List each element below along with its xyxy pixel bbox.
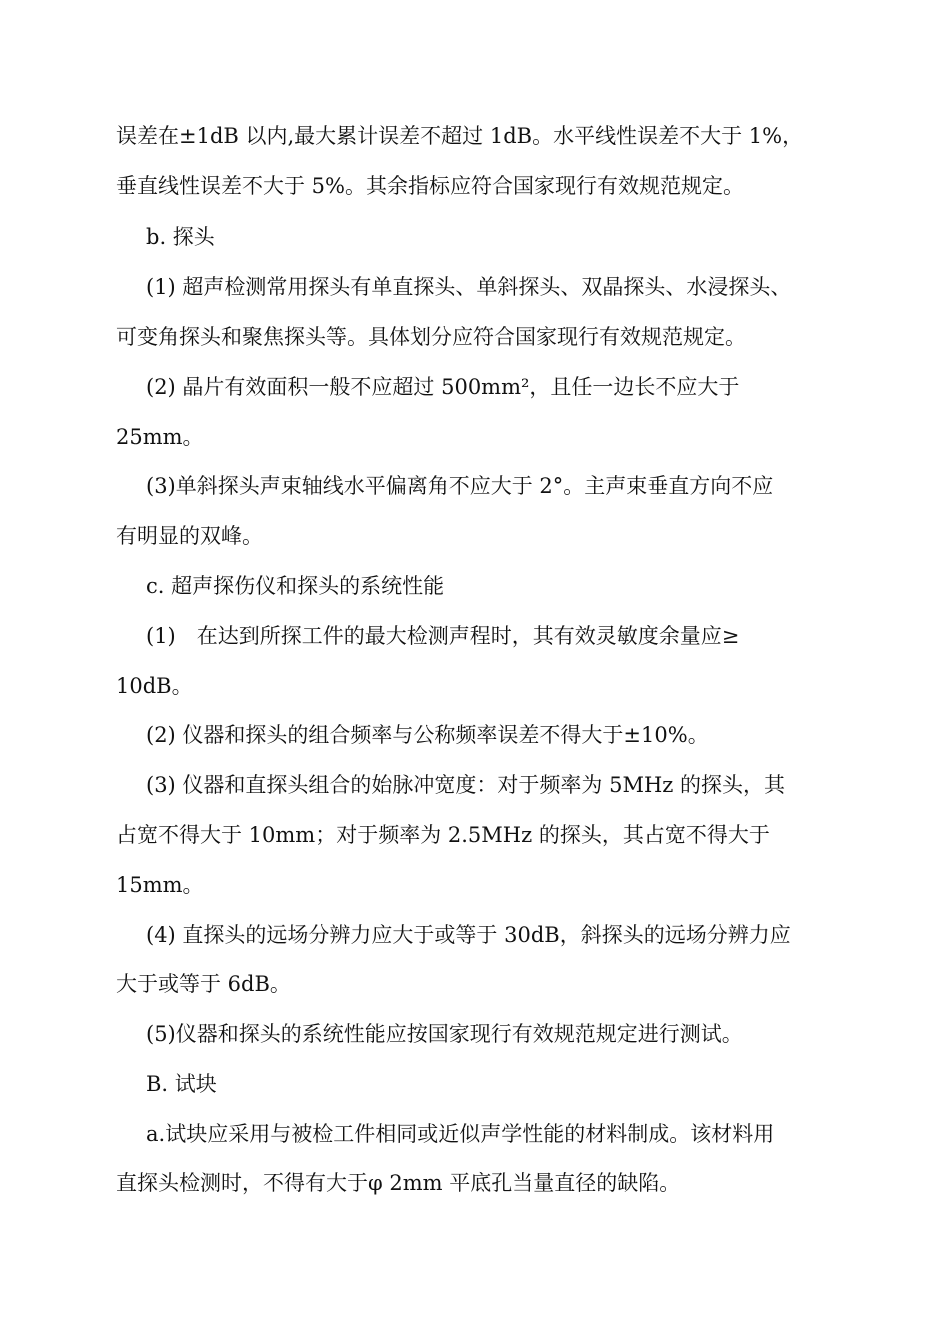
body-text-line: (2) 仪器和探头的组合频率与公称频率误差不得大于±10%。 bbox=[146, 723, 709, 747]
body-text-line: 25mm。 bbox=[116, 425, 204, 449]
body-text-line: (1) 超声检测常用探头有单直探头、单斜探头、双晶探头、水浸探头、 bbox=[146, 275, 792, 299]
body-text-line: 大于或等于 6dB。 bbox=[116, 972, 291, 996]
section-heading: b. 探头 bbox=[146, 225, 215, 249]
section-heading: c. 超声探伤仪和探头的系统性能 bbox=[146, 574, 445, 598]
body-text-line: 有明显的双峰。 bbox=[116, 524, 263, 548]
body-text-line: (4) 直探头的远场分辨力应大于或等于 30dB，斜探头的远场分辨力应 bbox=[146, 923, 791, 947]
body-text-line: (1) 在达到所探工件的最大检测声程时，其有效灵敏度余量应≥ bbox=[146, 624, 740, 648]
body-text-line: 可变角探头和聚焦探头等。具体划分应符合国家现行有效规范规定。 bbox=[116, 325, 746, 349]
body-text-line: (3)单斜探头声束轴线水平偏离角不应大于 2°。主声束垂直方向不应 bbox=[146, 474, 774, 498]
body-text-line: 15mm。 bbox=[116, 873, 204, 897]
body-text-line: 直探头检测时，不得有大于φ 2mm 平底孔当量直径的缺陷。 bbox=[116, 1171, 681, 1195]
section-heading: B. 试块 bbox=[146, 1072, 217, 1096]
body-text-line: (3) 仪器和直探头组合的始脉冲宽度：对于频率为 5MHz 的探头，其 bbox=[146, 773, 786, 797]
body-text-line: 误差在±1dB 以内,最大累计误差不超过 1dB。水平线性误差不大于 1%， bbox=[116, 124, 804, 148]
body-text-line: (5)仪器和探头的系统性能应按国家现行有效规范规定进行测试。 bbox=[146, 1022, 743, 1046]
body-text-line: 10dB。 bbox=[116, 674, 193, 698]
body-text-line: a.试块应采用与被检工件相同或近似声学性能的材料制成。该材料用 bbox=[146, 1122, 775, 1146]
body-text-line: 占宽不得大于 10mm；对于频率为 2.5MHz 的探头，其占宽不得大于 bbox=[116, 823, 770, 847]
body-text-line: 垂直线性误差不大于 5%。其余指标应符合国家现行有效规范规定。 bbox=[116, 174, 744, 198]
body-text-line: (2) 晶片有效面积一般不应超过 500mm²，且任一边长不应大于 bbox=[146, 375, 740, 399]
